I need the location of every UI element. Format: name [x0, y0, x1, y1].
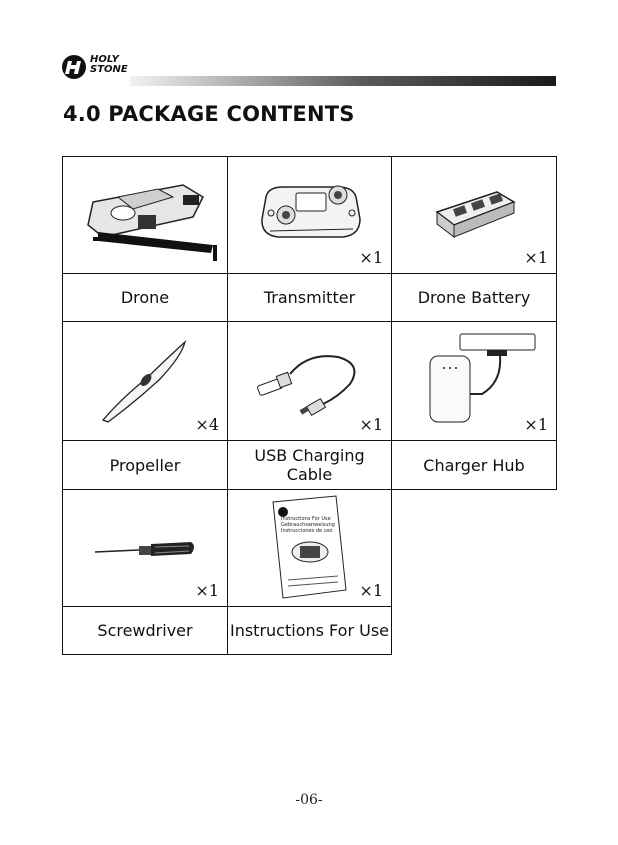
- usb-cable-qty: ×1: [359, 415, 383, 434]
- manual-qty: ×1: [359, 581, 383, 600]
- label-drone-battery: Drone Battery: [391, 273, 557, 322]
- label-usb-charging-cable: USB Charging Cable: [227, 440, 392, 490]
- label-transmitter: Transmitter: [227, 273, 392, 322]
- label-instructions-for-use: Instructions For Use: [227, 606, 392, 655]
- page-number: -06-: [295, 792, 323, 808]
- drone-image-cell: [62, 156, 228, 274]
- propeller-image-cell: [62, 321, 228, 441]
- manual-cover-line2: Gebrauchsanweisung: [281, 522, 335, 528]
- transmitter-image-cell: [227, 156, 392, 274]
- label-propeller: Propeller: [62, 440, 228, 490]
- drone-icon: [63, 157, 229, 275]
- charger-hub-qty: ×1: [524, 415, 548, 434]
- header-rule: [130, 76, 556, 86]
- propeller-qty: ×4: [195, 415, 219, 434]
- charger-hub-image-cell: [391, 321, 557, 441]
- label-charger-hub: Charger Hub: [391, 440, 557, 490]
- manual-cover-line1: Instructions For Use: [281, 516, 331, 522]
- battery-image-cell: [391, 156, 557, 274]
- label-screwdriver: Screwdriver: [62, 606, 228, 655]
- brand-name: HOLY STONE: [90, 54, 128, 75]
- label-drone: Drone: [62, 273, 228, 322]
- manual-image-cell: [227, 489, 392, 607]
- transmitter-qty: ×1: [359, 248, 383, 267]
- screwdriver-image-cell: [62, 489, 228, 607]
- battery-qty: ×1: [524, 248, 548, 267]
- page-header: [0, 0, 618, 90]
- screwdriver-qty: ×1: [195, 581, 219, 600]
- usb-cable-image-cell: [227, 321, 392, 441]
- manual-cover-line3: Instrucciones de uso: [281, 528, 333, 534]
- page-title: 4.0 PACKAGE CONTENTS: [63, 102, 355, 126]
